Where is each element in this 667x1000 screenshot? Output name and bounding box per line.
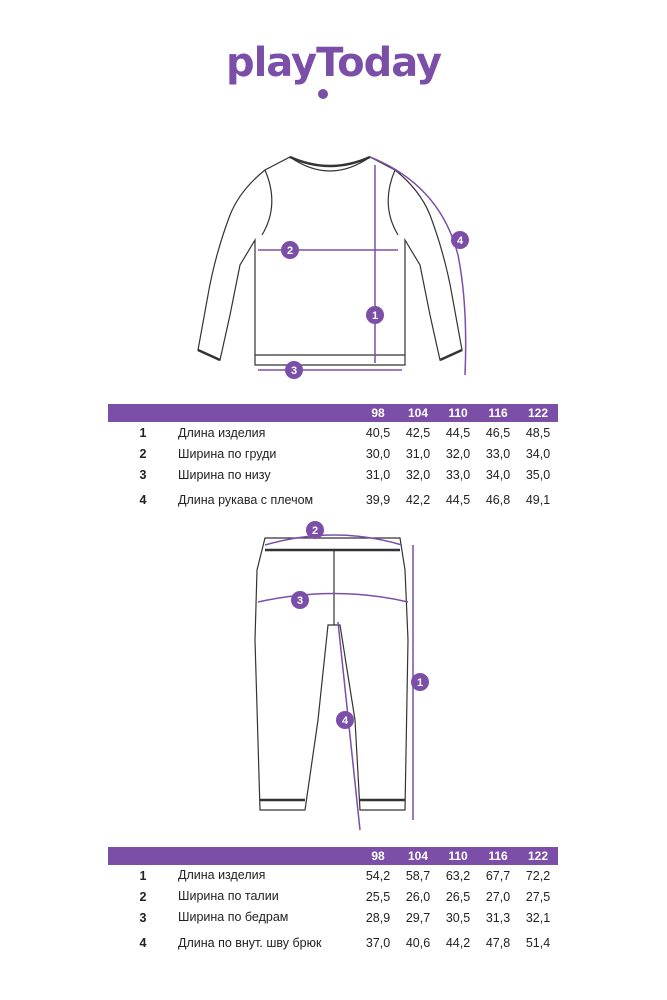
row-value: 49,1 <box>525 493 551 507</box>
row-value: 40,5 <box>365 425 391 440</box>
row-label: Длина изделия <box>178 868 266 882</box>
row-value: 37,0 <box>365 936 391 950</box>
sweatshirt-drawing <box>0 145 667 390</box>
table-row <box>108 907 558 928</box>
row-value: 32,1 <box>525 910 551 925</box>
row-value: 44,2 <box>445 936 471 950</box>
size-header: 116 <box>478 404 518 422</box>
table-row <box>108 464 558 485</box>
row-value: 44,5 <box>445 425 471 440</box>
table-header <box>108 404 558 422</box>
row-value: 44,5 <box>445 493 471 507</box>
row-value: 31,0 <box>405 446 431 461</box>
marker-top-3-label: 3 <box>290 365 298 377</box>
row-value: 32,0 <box>445 446 471 461</box>
row-value: 72,2 <box>525 868 551 883</box>
row-value: 51,4 <box>525 936 551 950</box>
size-header: 104 <box>398 404 438 422</box>
row-value: 34,0 <box>525 446 551 461</box>
row-value: 33,0 <box>485 446 511 461</box>
marker-pants-4-label: 4 <box>341 715 349 727</box>
row-value: 32,0 <box>405 467 431 482</box>
size-header: 98 <box>358 404 398 422</box>
logo-dot <box>318 89 328 99</box>
row-value: 30,5 <box>445 910 471 925</box>
size-header: 110 <box>438 847 478 865</box>
size-header: 122 <box>518 404 558 422</box>
table-row <box>108 485 558 515</box>
size-header: 110 <box>438 404 478 422</box>
table-row <box>108 443 558 464</box>
row-value: 46,5 <box>485 425 511 440</box>
brand-logo <box>0 40 667 86</box>
marker-pants-3-label: 3 <box>296 595 304 607</box>
marker-pants-1-label: 1 <box>416 677 424 689</box>
row-number: 1 <box>139 868 147 883</box>
row-value: 33,0 <box>445 467 471 482</box>
row-value: 29,7 <box>405 910 431 925</box>
row-label: Ширина по груди <box>178 446 277 461</box>
row-value: 31,3 <box>485 910 511 925</box>
row-label: Ширина по низу <box>178 467 271 482</box>
row-label: Ширина по бедрам <box>178 910 289 924</box>
row-value: 34,0 <box>485 467 511 482</box>
row-value: 48,5 <box>525 425 551 440</box>
brand-logo-text: playToday <box>225 40 442 86</box>
row-value: 40,6 <box>405 936 431 950</box>
row-value: 27,5 <box>525 889 551 904</box>
row-number: 3 <box>139 467 147 482</box>
row-value: 27,0 <box>485 889 511 904</box>
table-row <box>108 886 558 907</box>
pants-drawing <box>0 520 667 840</box>
row-number: 4 <box>139 936 147 950</box>
table-row <box>108 422 558 443</box>
size-header: 104 <box>398 847 438 865</box>
row-value: 46,8 <box>485 493 511 507</box>
row-value: 26,0 <box>405 889 431 904</box>
row-label: Длина изделия <box>178 425 266 440</box>
row-number: 4 <box>139 493 147 507</box>
marker-pants-2-label: 2 <box>311 525 319 537</box>
row-value: 26,5 <box>445 889 471 904</box>
row-number: 3 <box>139 910 147 925</box>
size-header: 116 <box>478 847 518 865</box>
row-number: 2 <box>139 446 147 461</box>
row-label: Ширина по талии <box>178 889 279 903</box>
row-value: 31,0 <box>365 467 391 482</box>
marker-top-2-label: 2 <box>286 245 294 257</box>
row-value: 58,7 <box>405 868 431 883</box>
pants-size-table <box>108 847 558 958</box>
row-label: Длина рукава с плечом <box>178 493 314 507</box>
table-row <box>108 928 558 958</box>
table-row <box>108 865 558 886</box>
marker-top-1-label: 1 <box>371 310 379 322</box>
row-value: 67,7 <box>485 868 511 883</box>
row-number: 2 <box>139 889 147 904</box>
row-value: 35,0 <box>525 467 551 482</box>
top-size-table <box>108 404 558 515</box>
row-value: 39,9 <box>365 493 391 507</box>
row-value: 30,0 <box>365 446 391 461</box>
row-value: 28,9 <box>365 910 391 925</box>
row-number: 1 <box>139 425 147 440</box>
row-value: 63,2 <box>445 868 471 883</box>
marker-top-4-label: 4 <box>456 235 464 247</box>
table-header <box>108 847 558 865</box>
row-label: Длина по внут. шву брюк <box>178 935 322 950</box>
row-value: 54,2 <box>365 868 391 883</box>
row-value: 25,5 <box>365 889 391 904</box>
size-header: 98 <box>358 847 398 865</box>
size-header: 122 <box>518 847 558 865</box>
row-value: 42,2 <box>405 493 431 507</box>
row-value: 47,8 <box>485 936 511 950</box>
row-value: 42,5 <box>405 425 431 440</box>
